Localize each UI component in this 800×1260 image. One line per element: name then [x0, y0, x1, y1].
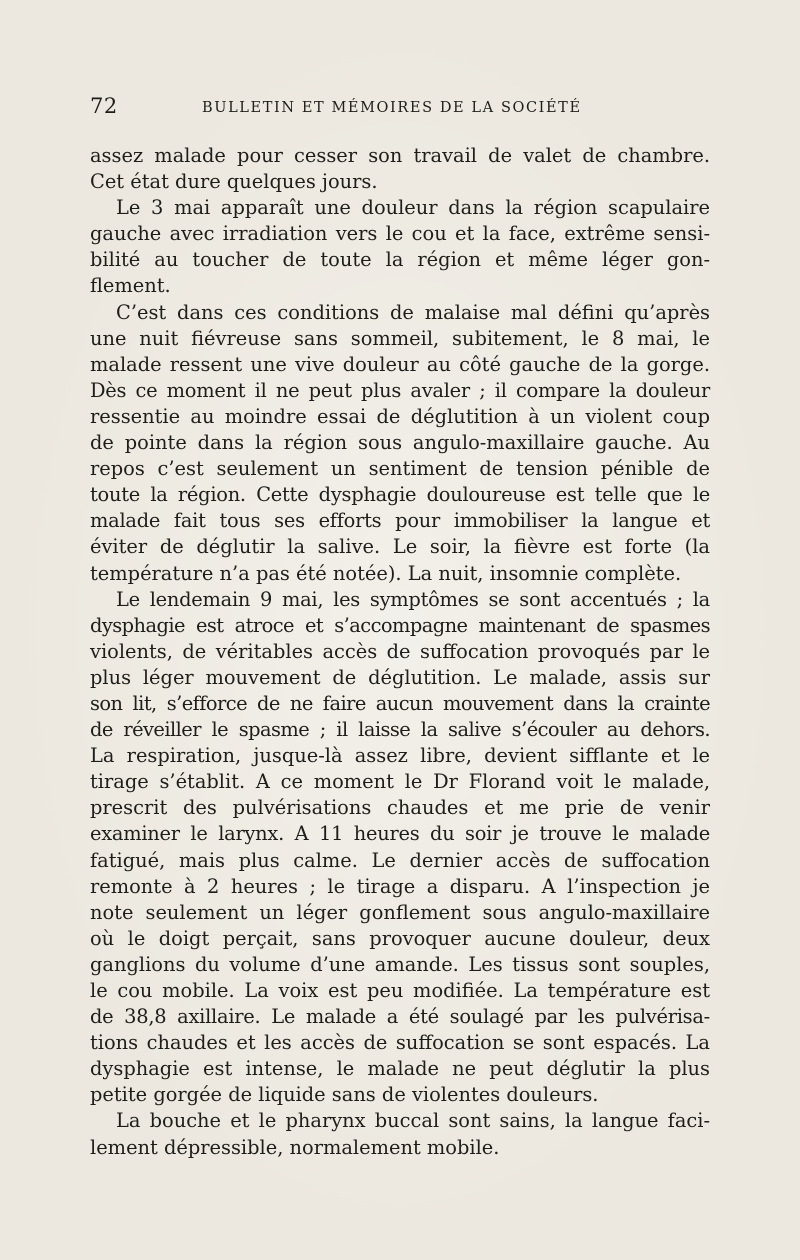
text-line: Le lendemain 9 mai, les symptômes se sont accentués ; la: [116, 587, 710, 611]
text-line: éviter de déglutir la salive. Le soir, la fièvre est forte (la: [90, 535, 710, 559]
text-line: le cou mobile. La voix est peu modifiée. La température est: [90, 979, 710, 1002]
text-line: dysphagie est intense, le malade ne peut déglutir la plus: [90, 1057, 710, 1081]
text-line: malade fait tous ses efforts pour immobiliser la langue et: [90, 509, 710, 533]
text-line: de 38,8 axillaire. Le malade a été soulagé par les pulvérisa-: [90, 1005, 710, 1029]
text-line: dysphagie est atroce et s’accompagne maintenant de spasmes: [90, 613, 710, 637]
text-line: toute la région. Cette dysphagie douloureuse est telle que le: [90, 483, 710, 507]
text-line: assez malade pour cesser son travail de valet de chambre.: [90, 144, 710, 167]
text-line: gauche avec irradiation vers le cou et la face, extrême sensi-: [90, 222, 710, 246]
paragraph: [90, 195, 710, 299]
text-line: note seulement un léger gonflement sous angulo-maxillaire: [90, 900, 710, 924]
body-text: [90, 143, 710, 1161]
paragraph: [90, 143, 710, 195]
page-number: 72: [90, 94, 118, 118]
text-line: examiner le larynx. A 11 heures du soir je trouve le malade: [90, 822, 710, 846]
text-line: tirage s’établit. A ce moment le Dr Florand voit le malade,: [90, 770, 710, 794]
running-head: BULLETIN ET MÉMOIRES DE LA SOCIÉTÉ: [202, 100, 582, 116]
text-line: flement.: [90, 274, 171, 298]
text-line: malade ressent une vive douleur au côté gauche de la gorge.: [90, 352, 710, 376]
text-line: petite gorgée de liquide sans de violentes douleurs.: [90, 1083, 599, 1107]
text-line: fatigué, mais plus calme. Le dernier accès de suffocation: [90, 848, 710, 872]
text-line: où le doigt perçait, sans provoquer aucune douleur, deux: [90, 926, 710, 950]
text-line: La respiration, jusque-là assez libre, devient sifflante et le: [90, 744, 710, 768]
text-line: violents, de véritables accès de suffocation provoqués par le: [90, 639, 710, 663]
text-line: plus léger mouvement de déglutition. Le malade, assis sur: [90, 665, 710, 689]
text-line: Dès ce moment il ne peut plus avaler ; il compare la douleur: [90, 378, 710, 402]
text-line: remonte à 2 heures ; le tirage a disparu. A l’inspection je: [90, 874, 710, 898]
text-line: Cet état dure quelques jours.: [90, 170, 378, 194]
text-line: de pointe dans la région sous angulo-maxillaire gauche. Au: [90, 431, 710, 455]
text-line: ganglions du volume d’une amande. Les tissus sont souples,: [90, 952, 710, 976]
text-line: Le 3 mai apparaît une douleur dans la région scapulaire: [116, 196, 710, 220]
text-line: une nuit fiévreuse sans sommeil, subitement, le 8 mai, le: [90, 326, 710, 350]
text-line: C’est dans ces conditions de malaise mal défini qu’après: [116, 300, 710, 324]
paragraph: [90, 587, 710, 1109]
text-line: température n’a pas été notée). La nuit, insomnie complète.: [90, 561, 682, 585]
page-header: [90, 94, 720, 124]
text-line: de réveiller le spasme ; il laisse la salive s’écouler au dehors.: [90, 718, 710, 742]
text-line: tions chaudes et les accès de suffocation se sont espacés. La: [90, 1031, 710, 1055]
text-line: repos c’est seulement un sentiment de tension pénible de: [90, 457, 710, 481]
text-line: son lit, s’efforce de ne faire aucun mouvement dans la crainte: [90, 691, 710, 715]
paragraph: [90, 1108, 710, 1160]
text-line: bilité au toucher de toute la région et même léger gon-: [90, 248, 710, 272]
text-line: lement dépressible, normalement mobile.: [90, 1135, 500, 1159]
text-line: ressentie au moindre essai de déglutition à un violent coup: [90, 404, 710, 428]
text-line: La bouche et le pharynx buccal sont sains, la langue faci-: [116, 1109, 710, 1133]
text-line: prescrit des pulvérisations chaudes et me prie de venir: [90, 796, 710, 820]
paragraph: [90, 300, 710, 587]
